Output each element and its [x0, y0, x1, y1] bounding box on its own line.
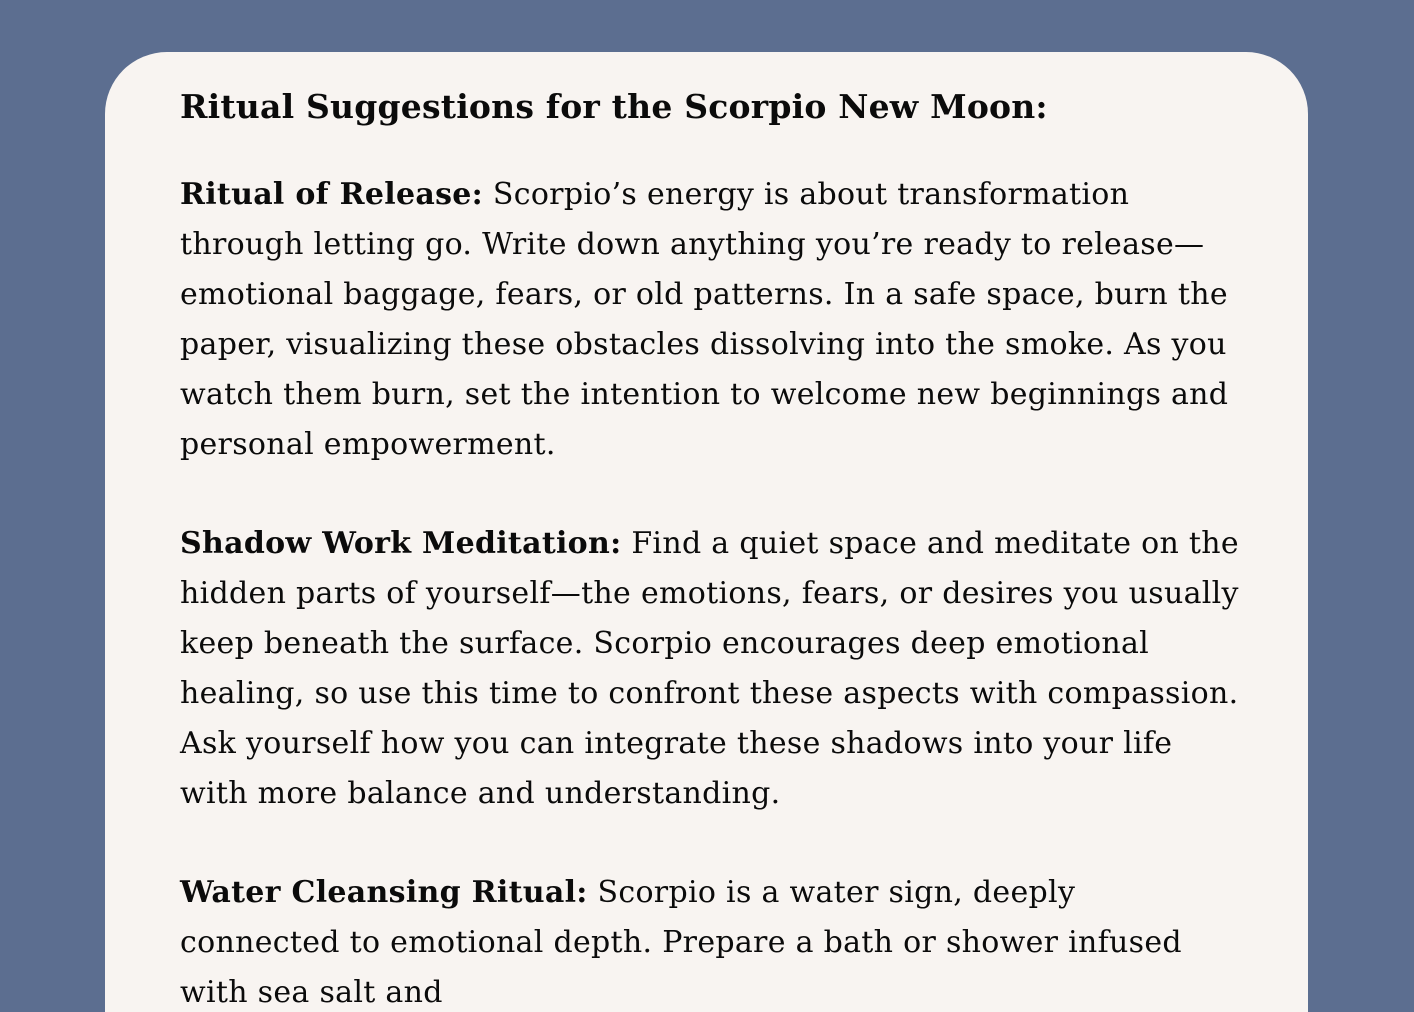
section-body: Find a quiet space and meditate on the hidden parts of yourself—the emotions, fears, or desires you usually keep beneath the surface. Scorpio encourages deep emotional healing, so use this time to confront these aspects with compassion. Ask yourself how you can integrate these shadows into your life with more balance and understanding. — [180, 526, 1239, 811]
content-card — [105, 52, 1308, 1012]
section-heading: Ritual of Release: — [180, 177, 484, 212]
water-cleansing-ritual-paragraph — [180, 868, 1240, 1012]
article-content — [180, 84, 1240, 1012]
section-body: Scorpio is a water sign, deeply connected to emotional depth. Prepare a bath or shower infused with sea salt and — [180, 875, 1182, 1010]
section-heading: Water Cleansing Ritual: — [180, 875, 588, 910]
shadow-work-meditation-paragraph — [180, 519, 1240, 819]
section-heading: Shadow Work Meditation: — [180, 526, 622, 561]
ritual-of-release-paragraph — [180, 170, 1240, 470]
page-title: Ritual Suggestions for the Scorpio New Moon: — [180, 87, 1048, 126]
section-body: Scorpio’s energy is about transformation through letting go. Write down anything you’re ready to release—emotional baggage, fears, or old patterns. In a safe space, burn the paper, visualizing these obstacles dissolving into the smoke. As you watch them burn, set the intention to welcome new beginnings and personal empowerment. — [180, 177, 1229, 462]
